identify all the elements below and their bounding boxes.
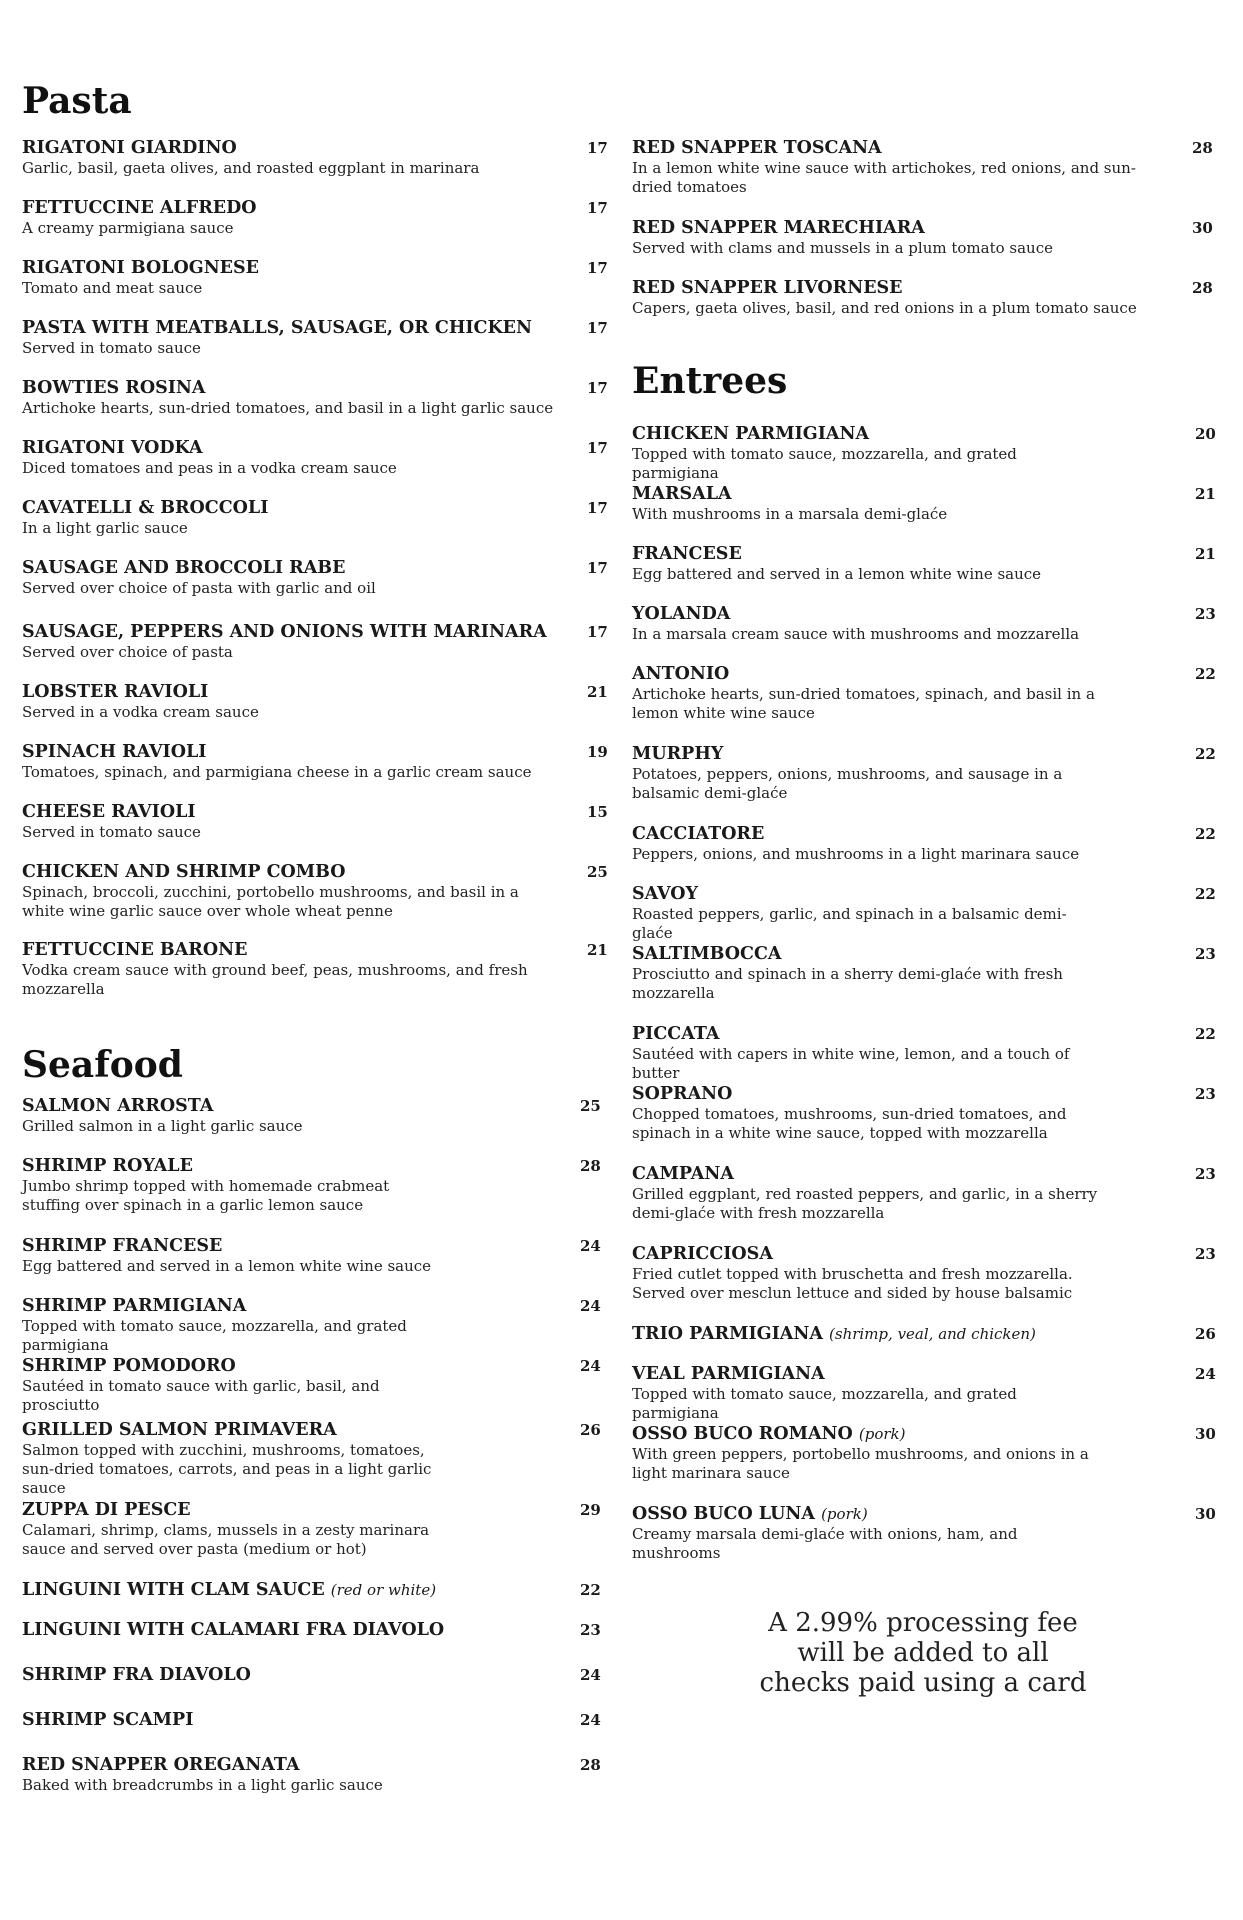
menu-item <box>632 664 1216 723</box>
menu-item-price: 28 <box>1192 139 1213 157</box>
menu-item-title: CAVATELLI & BROCCOLI <box>22 498 269 518</box>
menu-item-title: CHEESE RAVIOLI <box>22 802 196 822</box>
menu-item-title: RIGATONI BOLOGNESE <box>22 258 260 278</box>
menu-item <box>22 1710 602 1731</box>
menu-item <box>632 604 1216 644</box>
menu-item-name <box>632 544 1210 565</box>
menu-item-description: Prosciutto and spinach in a sherry demi-glaće with fresh mozzarella <box>632 965 1063 1002</box>
menu-item <box>22 558 608 598</box>
menu-item-price: 20 <box>1195 425 1216 443</box>
menu-item-title: ANTONIO <box>632 664 730 684</box>
menu-item-name <box>22 1755 602 1776</box>
menu-item-name <box>22 1296 602 1317</box>
menu-item-description: Salmon topped with zucchini, mushrooms, tomatoes, sun-dried tomatoes, carrots, and peas in a light garlic sauce <box>22 1441 432 1497</box>
menu-item-description: With green peppers, portobello mushrooms, and onions in a light marinara sauce <box>632 1445 1089 1482</box>
menu-item-description: Tomatoes, spinach, and parmigiana cheese in a garlic cream sauce <box>22 763 532 781</box>
menu-item-description: Tomato and meat sauce <box>22 279 203 297</box>
menu-item-name <box>632 1324 1210 1345</box>
menu-item-name <box>22 742 602 763</box>
menu-item-name <box>632 1164 1210 1185</box>
menu-item-description: Jumbo shrimp topped with homemade crabmeat stuffing over spinach in a garlic lemon sauce <box>22 1177 390 1214</box>
menu-item-description: Capers, gaeta olives, basil, and red onions in a plum tomato sauce <box>632 299 1137 317</box>
menu-item-description: Chopped tomatoes, mushrooms, sun-dried tomatoes, and spinach in a white wine sauce, topped with mozzarella <box>632 1105 1067 1142</box>
menu-item-title: VEAL PARMIGIANA <box>632 1364 825 1384</box>
menu-item <box>22 378 608 418</box>
menu-item <box>632 944 1216 1003</box>
menu-item-description: Served over choice of pasta with garlic and oil <box>22 579 376 597</box>
menu-item-price: 24 <box>1195 1365 1216 1383</box>
menu-item-name <box>632 218 1210 239</box>
menu-item-price: 30 <box>1192 219 1213 237</box>
menu-item-name <box>22 682 602 703</box>
menu-item <box>22 1755 602 1795</box>
menu-item-title: GRILLED SALMON PRIMAVERA <box>22 1420 337 1440</box>
pasta-section-title: Pasta <box>22 80 132 122</box>
menu-item-description: Potatoes, peppers, onions, mushrooms, and sausage in a balsamic demi-glaće <box>632 765 1063 802</box>
menu-item-name <box>22 438 602 459</box>
menu-item-name <box>22 558 602 579</box>
menu-item-price: 23 <box>1195 1245 1216 1263</box>
menu-item-description: Served over choice of pasta <box>22 643 233 661</box>
menu-item-price: 28 <box>580 1157 601 1175</box>
menu-item <box>632 138 1213 197</box>
menu-item-name <box>22 1580 602 1601</box>
menu-item-description: Creamy marsala demi-glaće with onions, ham, and mushrooms <box>632 1525 1018 1562</box>
menu-item-title: SHRIMP FRA DIAVOLO <box>22 1665 251 1685</box>
menu-item-title: RED SNAPPER LIVORNESE <box>632 278 903 298</box>
menu-item <box>22 438 608 478</box>
menu-item-description: Fried cutlet topped with bruschetta and fresh mozzarella. Served over mesclun lettuce and sided by house balsamic <box>632 1265 1073 1302</box>
menu-item-title: SAVOY <box>632 884 698 904</box>
menu-item-price: 26 <box>580 1421 601 1439</box>
menu-item-price: 17 <box>587 439 608 457</box>
menu-item-title: RED SNAPPER OREGANATA <box>22 1755 300 1775</box>
menu-item-title: BOWTIES ROSINA <box>22 378 206 398</box>
menu-item-price: 25 <box>580 1097 601 1115</box>
menu-item-description: Calamari, shrimp, clams, mussels in a zesty marinara sauce and served over pasta (medium or hot) <box>22 1521 430 1558</box>
menu-item-price: 22 <box>1195 885 1216 903</box>
menu-item-price: 21 <box>1195 545 1216 563</box>
menu-item-price: 25 <box>587 863 608 881</box>
menu-item-price: 17 <box>587 379 608 397</box>
menu-item-description: Grilled eggplant, red roasted peppers, and garlic, in a sherry demi-glaće with fresh mozzarella <box>632 1185 1098 1222</box>
menu-item-title: RIGATONI GIARDINO <box>22 138 237 158</box>
menu-item-price: 23 <box>1195 945 1216 963</box>
menu-item <box>22 498 608 538</box>
menu-item <box>22 1096 602 1136</box>
menu-item-price: 21 <box>587 941 608 959</box>
menu-item-description: Vodka cream sauce with ground beef, peas, mushrooms, and fresh mozzarella <box>22 961 528 998</box>
menu-item-price: 17 <box>587 259 608 277</box>
menu-item-title: CAMPANA <box>632 1164 734 1184</box>
menu-item-title: SHRIMP FRANCESE <box>22 1236 223 1256</box>
menu-item-name <box>632 1504 1210 1525</box>
menu-item-price: 22 <box>1195 1025 1216 1043</box>
menu-item-name <box>22 622 602 643</box>
menu-item-name <box>632 1084 1210 1105</box>
menu-item-title: YOLANDA <box>632 604 731 624</box>
seafood-section-title: Seafood <box>22 1044 183 1086</box>
menu-item <box>22 742 608 782</box>
menu-item <box>632 424 1216 483</box>
menu-item-title: RED SNAPPER TOSCANA <box>632 138 882 158</box>
menu-item <box>22 1356 602 1415</box>
menu-item-title: CHICKEN PARMIGIANA <box>632 424 870 444</box>
menu-item <box>632 278 1213 318</box>
menu-item-price: 17 <box>587 319 608 337</box>
menu-item-name <box>632 884 1210 905</box>
menu-item-note: (shrimp, veal, and chicken) <box>829 1325 1036 1343</box>
menu-item-name <box>632 824 1210 845</box>
menu-item-price: 23 <box>1195 605 1216 623</box>
menu-item-description: Garlic, basil, gaeta olives, and roasted eggplant in marinara <box>22 159 480 177</box>
menu-item-title: MURPHY <box>632 744 724 764</box>
menu-item <box>632 1424 1216 1483</box>
menu-item-description: Diced tomatoes and peas in a vodka cream sauce <box>22 459 397 477</box>
menu-item <box>22 802 608 842</box>
menu-item-price: 19 <box>587 743 608 761</box>
menu-item <box>22 1620 602 1641</box>
menu-item-price: 24 <box>580 1357 601 1375</box>
menu-item-title: MARSALA <box>632 484 732 504</box>
menu-item-title: SAUSAGE AND BROCCOLI RABE <box>22 558 346 578</box>
menu-item-title: SHRIMP PARMIGIANA <box>22 1296 247 1316</box>
menu-item-name <box>22 318 602 339</box>
menu-item-name <box>22 1096 602 1117</box>
menu-item-name <box>632 1024 1210 1045</box>
menu-item-price: 21 <box>1195 485 1216 503</box>
menu-item-title: SHRIMP ROYALE <box>22 1156 193 1176</box>
menu-item-title: CACCIATORE <box>632 824 765 844</box>
menu-item-title: LOBSTER RAVIOLI <box>22 682 209 702</box>
menu-item-price: 21 <box>587 683 608 701</box>
menu-item-title: SOPRANO <box>632 1084 733 1104</box>
menu-item-note: (red or white) <box>330 1581 437 1599</box>
menu-item-price: 23 <box>1195 1085 1216 1103</box>
menu-item-description: Sautéed with capers in white wine, lemon, and a touch of butter <box>632 1045 1070 1082</box>
menu-item-name <box>22 940 602 961</box>
menu-item-name <box>22 1710 602 1731</box>
menu-item-price: 29 <box>580 1501 601 1519</box>
menu-item-price: 22 <box>580 1581 601 1599</box>
menu-item-description: Topped with tomato sauce, mozzarella, and grated parmigiana <box>632 445 1017 482</box>
menu-item-description: Baked with breadcrumbs in a light garlic sauce <box>22 1776 383 1794</box>
menu-item <box>632 1084 1216 1143</box>
menu-item-title: CHICKEN AND SHRIMP COMBO <box>22 862 346 882</box>
menu-item-name <box>22 498 602 519</box>
menu-item-price: 26 <box>1195 1325 1216 1343</box>
menu-item-name <box>632 664 1210 685</box>
menu-item-description: Topped with tomato sauce, mozzarella, and grated parmigiana <box>22 1317 407 1354</box>
menu-item-price: 30 <box>1195 1425 1216 1443</box>
menu-item-name <box>22 1356 602 1377</box>
menu-item-description: Grilled salmon in a light garlic sauce <box>22 1117 303 1135</box>
menu-item <box>22 1420 602 1498</box>
menu-item-name <box>22 198 602 219</box>
menu-item-name <box>632 604 1210 625</box>
menu-item-name <box>22 1500 602 1521</box>
menu-item-title: SHRIMP POMODORO <box>22 1356 236 1376</box>
menu-item-description: Sautéed in tomato sauce with garlic, basil, and prosciutto <box>22 1377 380 1414</box>
menu-item-title: OSSO BUCO ROMANO <box>632 1424 853 1444</box>
menu-item-price: 24 <box>580 1711 601 1729</box>
menu-item-name <box>22 258 602 279</box>
menu-item <box>632 544 1216 584</box>
menu-item-price: 23 <box>580 1621 601 1639</box>
menu-item-name <box>632 744 1210 765</box>
menu-item-name <box>22 802 602 823</box>
menu-item-price: 30 <box>1195 1505 1216 1523</box>
menu-item-price: 22 <box>1195 745 1216 763</box>
menu-item-title: SAUSAGE, PEPPERS AND ONIONS WITH MARINARA <box>22 622 547 642</box>
menu-item-name <box>632 1364 1210 1385</box>
menu-item-name <box>632 424 1210 445</box>
menu-item-price: 28 <box>580 1756 601 1774</box>
menu-item-description: Spinach, broccoli, zucchini, portobello mushrooms, and basil in a white wine garlic sauce over whole wheat penne <box>22 883 519 920</box>
menu-item-description: With mushrooms in a marsala demi-glaće <box>632 505 948 523</box>
menu-item-title: CAPRICCIOSA <box>632 1244 773 1264</box>
menu-item-description: Artichoke hearts, sun-dried tomatoes, and basil in a light garlic sauce <box>22 399 554 417</box>
menu-item <box>632 1164 1216 1223</box>
menu-item <box>22 1156 602 1215</box>
processing-fee-notice: A 2.99% processing fee will be added to all checks paid using a card <box>759 1608 1087 1698</box>
menu-item-name <box>22 138 602 159</box>
menu-item-description: Served in tomato sauce <box>22 339 201 357</box>
menu-item-price: 17 <box>587 139 608 157</box>
menu-item <box>22 1296 602 1355</box>
menu-item <box>632 1024 1216 1083</box>
menu-item-price: 15 <box>587 803 608 821</box>
menu-item <box>632 1504 1216 1563</box>
menu-item <box>22 940 608 999</box>
menu-item-name <box>632 278 1210 299</box>
menu-item <box>22 198 608 238</box>
menu-item-name <box>22 1236 602 1257</box>
menu-item-name <box>632 138 1210 159</box>
menu-item-description: Egg battered and served in a lemon white wine sauce <box>22 1257 432 1275</box>
menu-item-price: 17 <box>587 499 608 517</box>
menu-item <box>632 744 1216 803</box>
menu-item-name <box>22 378 602 399</box>
menu-item <box>632 1364 1216 1423</box>
menu-item-price: 22 <box>1195 665 1216 683</box>
menu-item-price: 28 <box>1192 279 1213 297</box>
menu-item <box>22 138 608 178</box>
menu-item-title: RIGATONI VODKA <box>22 438 203 458</box>
menu-item-name <box>22 862 602 883</box>
menu-item-title: SPINACH RAVIOLI <box>22 742 207 762</box>
menu-item-description: Served with clams and mussels in a plum tomato sauce <box>632 239 1053 257</box>
menu-item-description: Served in tomato sauce <box>22 823 201 841</box>
menu-item-title: ZUPPA DI PESCE <box>22 1500 191 1520</box>
menu-item-name <box>632 1424 1210 1445</box>
menu-item-price: 22 <box>1195 825 1216 843</box>
menu-item-description: Served in a vodka cream sauce <box>22 703 259 721</box>
menu-item <box>632 884 1216 943</box>
menu-item <box>22 318 608 358</box>
menu-item-name <box>22 1665 602 1686</box>
menu-item-price: 24 <box>580 1297 601 1315</box>
menu-item-title: LINGUINI WITH CLAM SAUCE <box>22 1580 325 1600</box>
menu-item-description: Topped with tomato sauce, mozzarella, and grated parmigiana <box>632 1385 1017 1422</box>
menu-item <box>22 258 608 298</box>
menu-item-price: 24 <box>580 1237 601 1255</box>
menu-item <box>22 682 608 722</box>
menu-item-description: Peppers, onions, and mushrooms in a light marinara sauce <box>632 845 1080 863</box>
menu-item-price: 17 <box>587 623 608 641</box>
menu-item <box>22 1580 602 1601</box>
menu-item-title: FETTUCCINE BARONE <box>22 940 248 960</box>
menu-item-name <box>632 484 1210 505</box>
menu-item-description: In a lemon white wine sauce with artichokes, red onions, and sun-dried tomatoes <box>632 159 1136 196</box>
menu-item-title: FETTUCCINE ALFREDO <box>22 198 257 218</box>
menu-item-description: Egg battered and served in a lemon white wine sauce <box>632 565 1042 583</box>
menu-item <box>632 1324 1216 1345</box>
menu-item-title: PICCATA <box>632 1024 720 1044</box>
menu-item-price: 17 <box>587 559 608 577</box>
menu-item <box>632 1244 1216 1303</box>
menu-item-description: Roasted peppers, garlic, and spinach in a balsamic demi-glaće <box>632 905 1067 942</box>
menu-item <box>632 824 1216 864</box>
menu-item-description: A creamy parmigiana sauce <box>22 219 234 237</box>
menu-item-price: 23 <box>1195 1165 1216 1183</box>
menu-item-name <box>632 944 1210 965</box>
menu-item-title: SALMON ARROSTA <box>22 1096 214 1116</box>
menu-item-price: 24 <box>580 1666 601 1684</box>
menu-item <box>22 1236 602 1276</box>
menu-item-description: In a light garlic sauce <box>22 519 188 537</box>
menu-item-name <box>22 1156 602 1177</box>
menu-item <box>22 862 608 921</box>
menu-item-name <box>22 1620 602 1641</box>
menu-item-title: SALTIMBOCCA <box>632 944 782 964</box>
menu-item <box>22 1500 602 1559</box>
menu-item-title: FRANCESE <box>632 544 742 564</box>
menu-item-note: (pork) <box>858 1425 906 1443</box>
entrees-section-title: Entrees <box>632 360 788 402</box>
menu-item-title: RED SNAPPER MARECHIARA <box>632 218 925 238</box>
menu-item <box>632 218 1213 258</box>
menu-item <box>632 484 1216 524</box>
menu-item-title: TRIO PARMIGIANA <box>632 1324 823 1344</box>
menu-item-title: LINGUINI WITH CALAMARI FRA DIAVOLO <box>22 1620 445 1640</box>
menu-item-title: SHRIMP SCAMPI <box>22 1710 194 1730</box>
menu-item <box>22 622 608 662</box>
menu-item-price: 17 <box>587 199 608 217</box>
menu-item-description: In a marsala cream sauce with mushrooms and mozzarella <box>632 625 1080 643</box>
menu-item-note: (pork) <box>821 1505 868 1523</box>
menu-item-description: Artichoke hearts, sun-dried tomatoes, spinach, and basil in a lemon white wine sauce <box>632 685 1095 722</box>
menu-item-title: OSSO BUCO LUNA <box>632 1504 815 1524</box>
menu-item-name <box>632 1244 1210 1265</box>
menu-item-name <box>22 1420 602 1441</box>
menu-item-title: PASTA WITH MEATBALLS, SAUSAGE, OR CHICKEN <box>22 318 533 338</box>
menu-item <box>22 1665 602 1686</box>
